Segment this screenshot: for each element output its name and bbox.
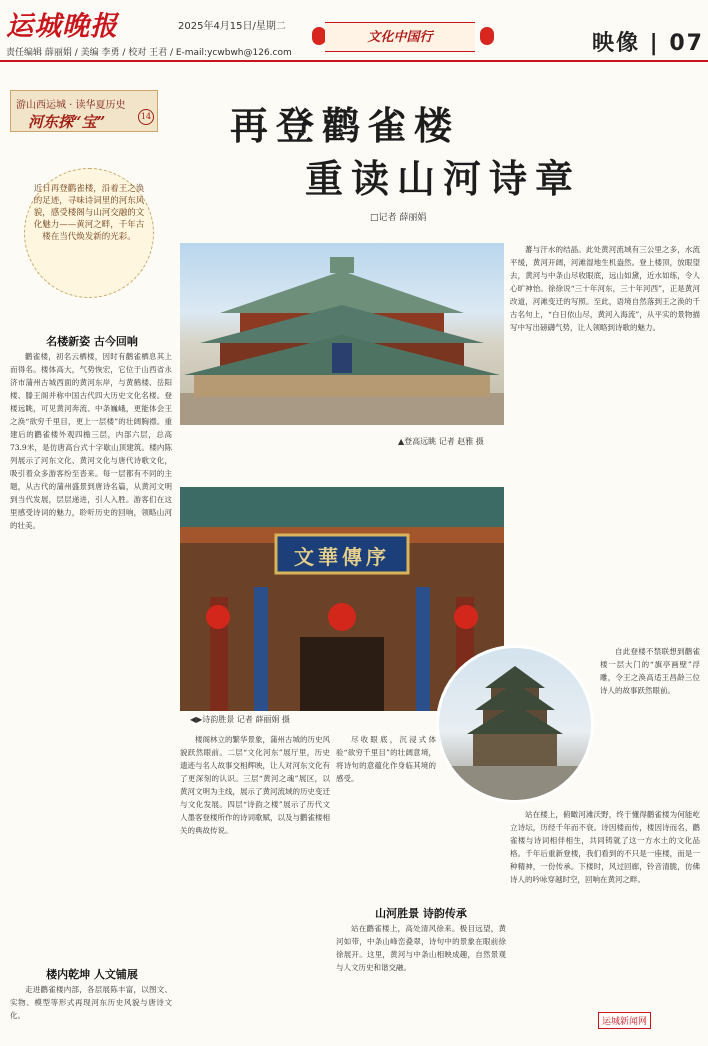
lantern-icon	[480, 27, 494, 45]
article-body: 走进鹳雀楼内部，各层展陈丰富，以图文、实物、模型等形式再现河东历史风貌与唐诗文化。	[10, 985, 172, 1020]
intro-blurb: 近日再登鹳雀楼，沿着王之涣的足迹，寻味诗词里的河东风貌，感受楼阁与山河交融的文化魅力——黄河之畔，千年古楼在当代焕发新的光彩。	[24, 168, 154, 298]
tower-round-photo	[436, 645, 594, 803]
site-watermark: 运城新闻网	[598, 1012, 651, 1029]
subheading: 名楼新姿 古今回响	[46, 335, 138, 348]
headline-line1: 再登鹳雀楼	[230, 103, 461, 148]
article-body: 站在楼上，俯瞰河滩沃野，终于懂得鹳雀楼为何能屹立诗坛，历经千年而不衰。诗因楼而传，楼因诗而名，鹳雀楼与诗词相伴相生，共同铸就了这一方水土的文化品格。千年后重新登楼，我们看到的不只是一座楼，而是一种精神，一份传承。下楼时，风过回廊，铃音清脆，仿佛诗人的吟咏穿越时空，回响在黄河之畔。	[510, 810, 700, 884]
byline: □记者 薛丽娟	[370, 213, 427, 223]
article-body: 蕃与汗水的结晶。此处黄河流域有三公里之多，水流平缓，黄河开阔，河滩湿地生机盎然。登上楼顶，放眼望去，黄河与中条山尽收眼底，远山如黛，近水如练，令人心旷神怡。徐徐说“三十年河东，三十年河西”，正是黄河改道，河滩变迁的写照。至此，语境自然落到王之涣的千古名句上，“白日依山尽，黄河入海流”，从平实的景物描写中写出磅礴气势，让人领略到诗歌的魅力。	[510, 245, 700, 332]
photo-caption: ▲登高远眺 记者 赵雅 摄	[398, 437, 484, 446]
article-body: 站在鹳雀楼上，高处清风徐来。极目远望，黄河如带，中条山峰峦叠翠，诗句中的景象在眼前徐徐展开。这里，黄河与中条山相映成趣，自然景观与人文历史和谐交融。	[336, 924, 506, 972]
editor-credit: 责任编辑 薛丽娟 / 美编 李勇 / 校对 王君 / E-mail:ycwbwh@126.com	[6, 48, 292, 58]
article-body: 鹳雀楼，初名云栖楼，因时有鹳雀栖息其上而得名。楼体高大，气势恢宏，它位于山西省永济市蒲州古城西面的黄河东岸，与黄鹤楼、岳阳楼、滕王阁并称中国古代四大历史文化名楼。登楼远眺，可见黄河奔流、中条巍峨，更能体会王之涣“欲穷千里目，更上一层楼”的壮阔胸襟。重建后的鹳雀楼外观四檐三层，内部六层，总高73.9米，是仿唐高台式十字歇山顶建筑。楼内陈列展示了河东文化、黄河文化与唐代诗歌文化，吸引着众多游客纷至沓来。每一层都有不同的主题，从古代的蒲州盛景到唐诗名篇，从黄河文明到当代发展，层层递进，引人入胜。游客们在这里感受诗词的魅力，聆听历史的回响，领略山河的壮美。	[10, 352, 172, 530]
gate-sign-text: 文華傳序	[294, 545, 390, 569]
header-divider	[0, 60, 708, 62]
tower-silhouette	[439, 648, 591, 800]
article-body: 自此登楼不禁联想到鹳雀楼一层大门的“旗亭画壁”浮雕，令王之涣高适王昌龄三位诗人的故事跃然眼前。	[600, 647, 700, 695]
series-subtitle: 游山西运城 · 读华夏历史	[16, 100, 126, 111]
photo-caption: ◀▶诗韵胜景 记者 薛丽娟 摄	[190, 715, 290, 724]
section-label: 映像 | 07	[592, 31, 704, 56]
article-body: 楼阁林立的繁华景象，蒲州古城的历史风貌跃然眼前。二层“文化河东”展厅里，历史遗迹与名人故事交相辉映，让人对河东文化有了更深刻的认识。三层“黄河之魂”展区，以黄河文明为主线，展示了黄河流域的历史变迁与文化发展。四层“诗韵之楼”展示了历代文人墨客登楼所作的诗词歌赋，以及与鹳雀楼相关的典故传说。	[180, 735, 330, 835]
masthead	[0, 0, 708, 62]
series-title: 河东探“宝”	[28, 113, 106, 131]
series-number: 14	[138, 109, 154, 125]
headline-line2: 重读山河诗章	[305, 156, 582, 201]
issue-date: 2025年4月15日/星期二	[178, 21, 286, 32]
tower-photo	[180, 243, 504, 425]
column-badge: 文化中国行	[325, 22, 475, 52]
lantern-icon	[312, 27, 326, 45]
subheading: 楼内乾坤 人文铺展	[46, 968, 138, 981]
newspaper-logo: 运城晚报	[6, 11, 118, 42]
tower-illustration	[180, 243, 504, 425]
subheading: 山河胜景 诗韵传承	[375, 907, 467, 920]
article-body: 尽收眼底，沉浸式体验“欲穷千里目”的壮阔意境，将诗句的意蕴化作身临其境的感受。	[336, 735, 436, 783]
